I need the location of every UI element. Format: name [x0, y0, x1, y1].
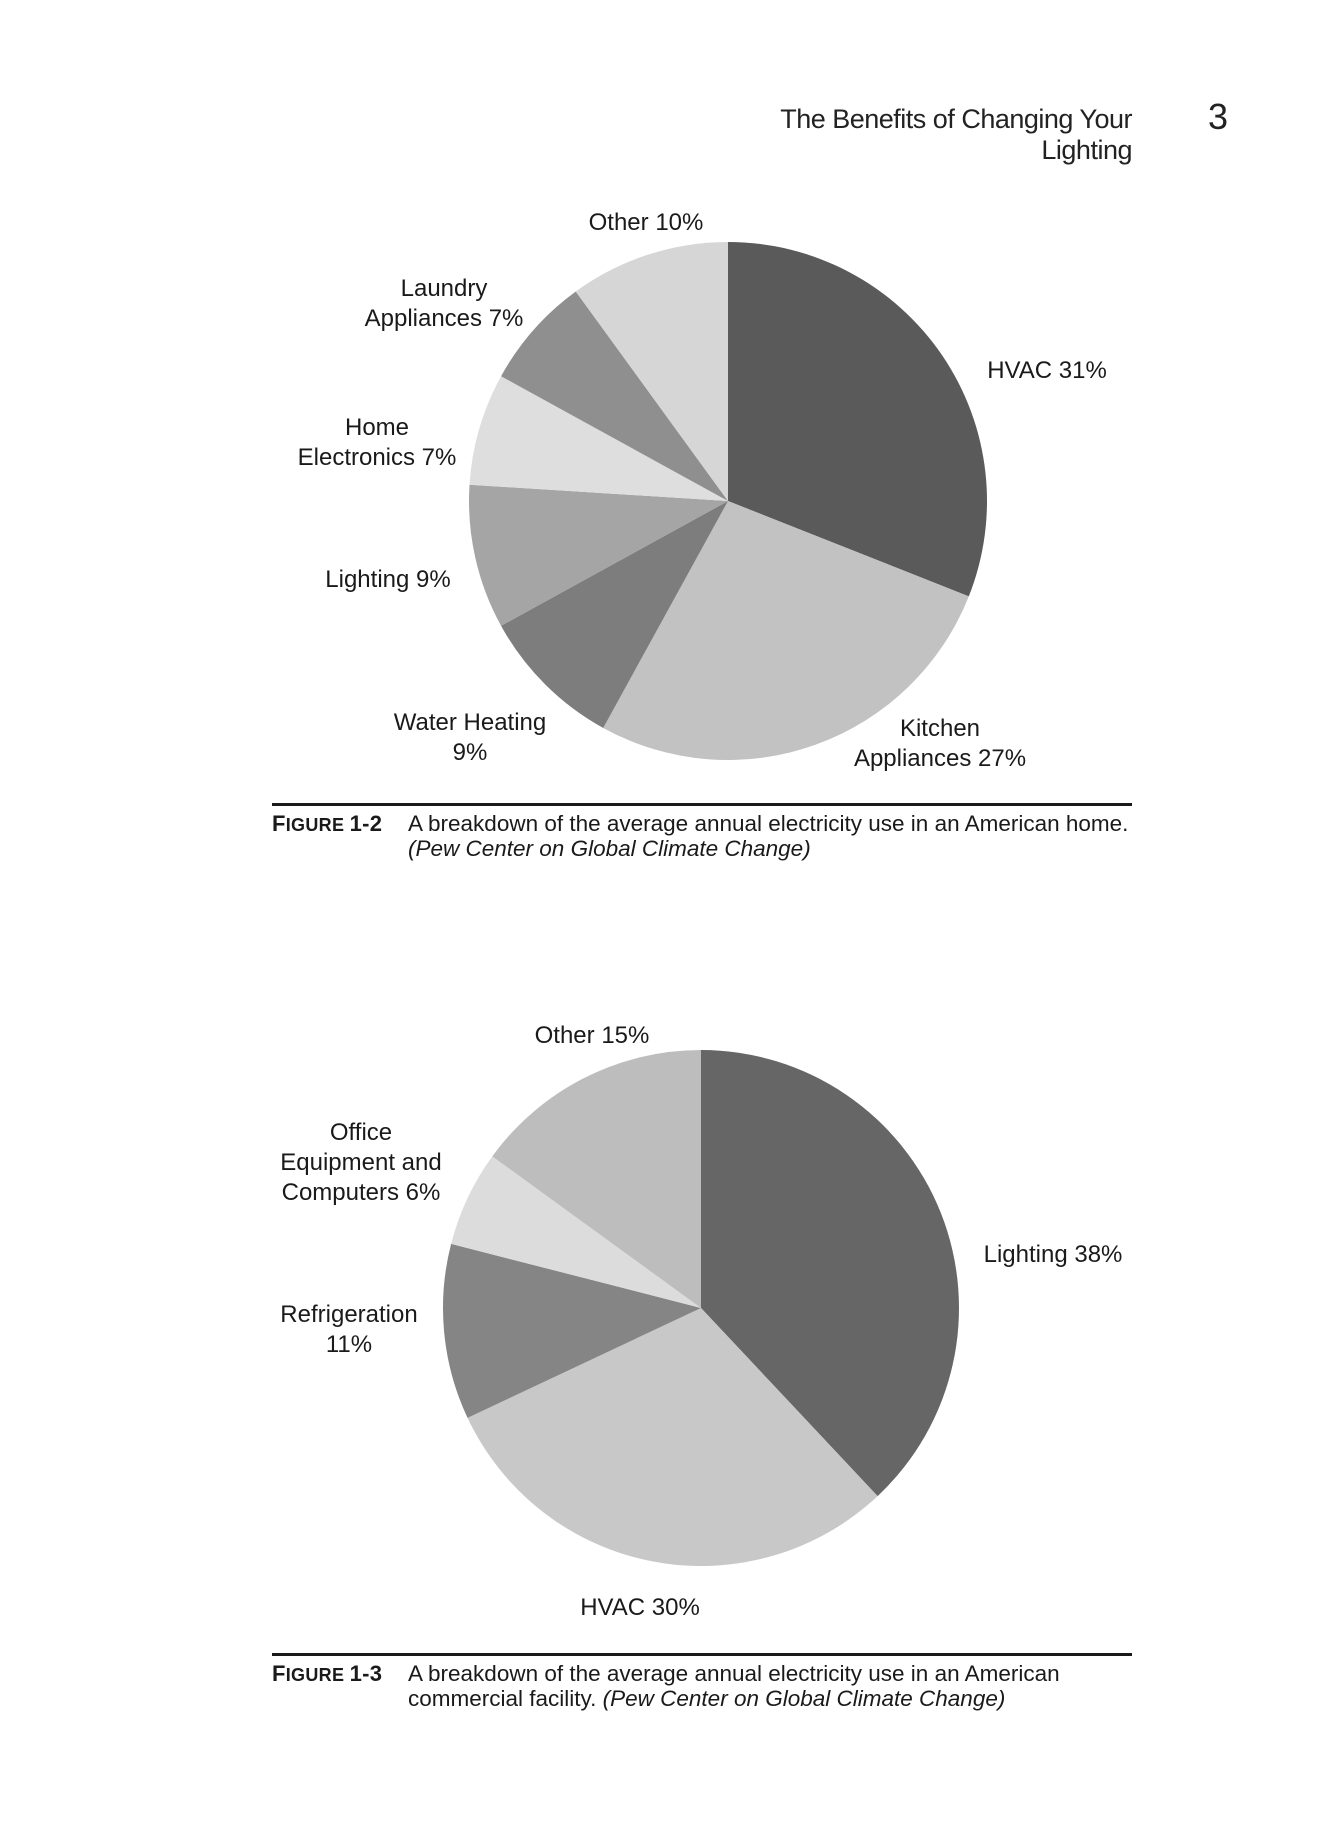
running-head: The Benefits of Changing Your Lighting [780, 104, 1132, 165]
slice-label: Lighting 9% [325, 566, 451, 593]
slice-label: HVAC 31% [987, 357, 1107, 384]
slice-label: HVAC 30% [580, 1594, 700, 1621]
figure-number: FIGURE 1-2 [272, 811, 383, 836]
caption-text: A breakdown of the average annual electricity use in an American commercial facility. (Pew Center on Global Climate Change) [408, 1661, 1060, 1711]
figure-number: FIGURE 1-3 [272, 1661, 383, 1686]
figure-rule [272, 803, 1132, 806]
slice-label: Lighting 38% [983, 1241, 1123, 1268]
slice-label: Home Electronics 7% [297, 414, 457, 471]
figure-rule [272, 1653, 1132, 1656]
caption-text: A breakdown of the average annual electricity use in an American home. (Pew Center on Global Climate Change) [408, 811, 1129, 861]
slice-label: Office Equipment and Computers 6% [280, 1119, 442, 1206]
slice-label: Laundry Appliances 7% [364, 275, 524, 332]
slice-label: Kitchen Appliances 27% [853, 715, 1027, 772]
pie-chart-home-electricity [0, 200, 1329, 800]
pie-chart-commercial-electricity [0, 1010, 1329, 1640]
caption-source: (Pew Center on Global Climate Change) [602, 1686, 1006, 1711]
page-number: 3 [1208, 96, 1229, 137]
slice-label: Water Heating 9% [393, 709, 547, 766]
slice-label: Refrigeration 11% [280, 1301, 418, 1358]
caption-source: (Pew Center on Global Climate Change) [408, 836, 811, 861]
slice-label: Other 10% [588, 209, 704, 236]
slice-label: Other 15% [534, 1022, 650, 1049]
